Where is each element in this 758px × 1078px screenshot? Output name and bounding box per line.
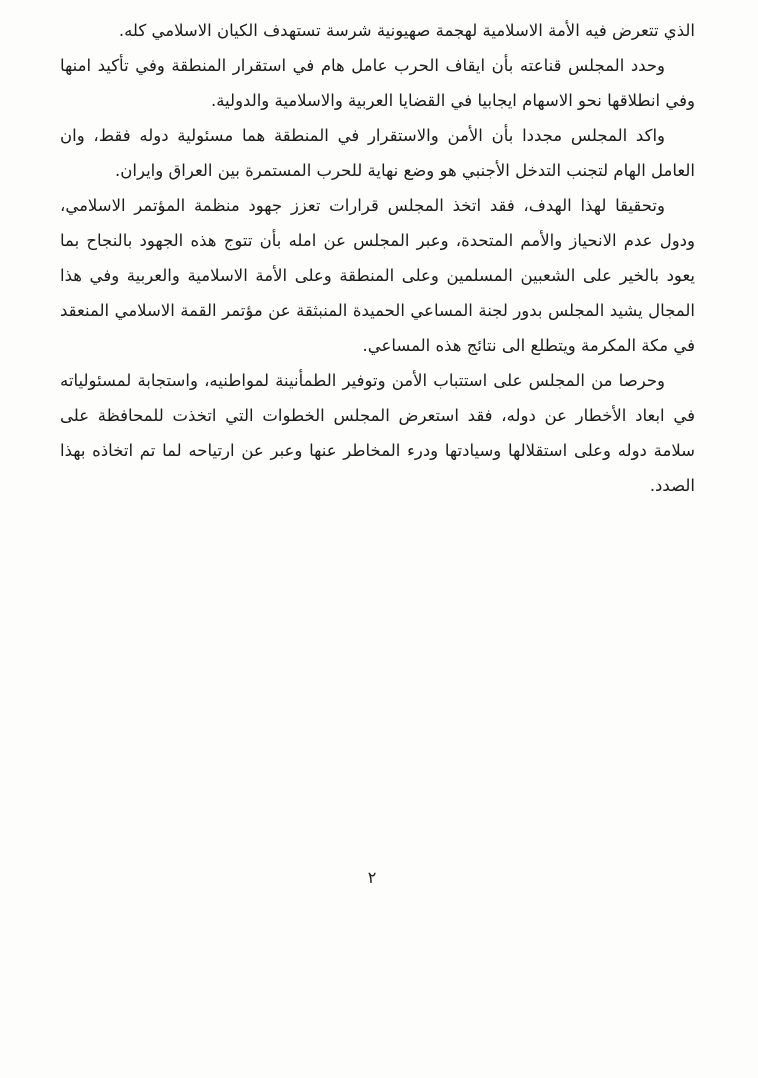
paragraph: وتحقيقا لهذا الهدف، فقد اتخذ المجلس قرارات تعزز جهود منظمة المؤتمر الاسلامي، ودول عدم الانحياز والأمم المتحدة، وعبر المجلس عن امله بأن تتوج هذه الجهود بالنجاح بما يعود بالخير على الشعبين المسلمين وعلى المنطقة وعلى الأمة الاسلامية والعربية وفي هذا المجال يشيد المجلس بدور لجنة المساعي الحميدة المنبثقة عن مؤتمر القمة الاسلامي المنعقد في مكة المكرمة ويتطلع الى نتائج هذه المساعي. [60,196,695,355]
document-body [60,13,695,503]
paragraph: وحدد المجلس قناعته بأن ايقاف الحرب عامل هام في استقرار المنطقة وفي تأكيد امنها وفي انطلاقها نحو الاسهام ايجابيا في القضايا العربية والاسلامية والدولية. [60,56,695,110]
page-number: ٢ [367,868,377,887]
paragraph: وحرصا من المجلس على استتباب الأمن وتوفير الطمأنينة لمواطنيه، واستجابة لمسئولياته في ابعاد الأخطار عن دوله، فقد استعرض المجلس الخطوات التي اتخذت للمحافظة على سلامة دوله وعلى استقلالها وسيادتها ودرء المخاطر عنها وعبر عن ارتياحه لما تم اتخاذه بهذا الصدد. [60,371,695,495]
paragraph-continuation: الذي تتعرض فيه الأمة الاسلامية لهجمة صهيونية شرسة تستهدف الكيان الاسلامي كله. [118,21,695,40]
paragraph: واكد المجلس مجددا بأن الأمن والاستقرار في المنطقة هما مسئولية دوله فقط، وان العامل الهام لتجنب التدخل الأجنبي هو وضع نهاية للحرب المستمرة بين العراق وايران. [60,126,695,180]
